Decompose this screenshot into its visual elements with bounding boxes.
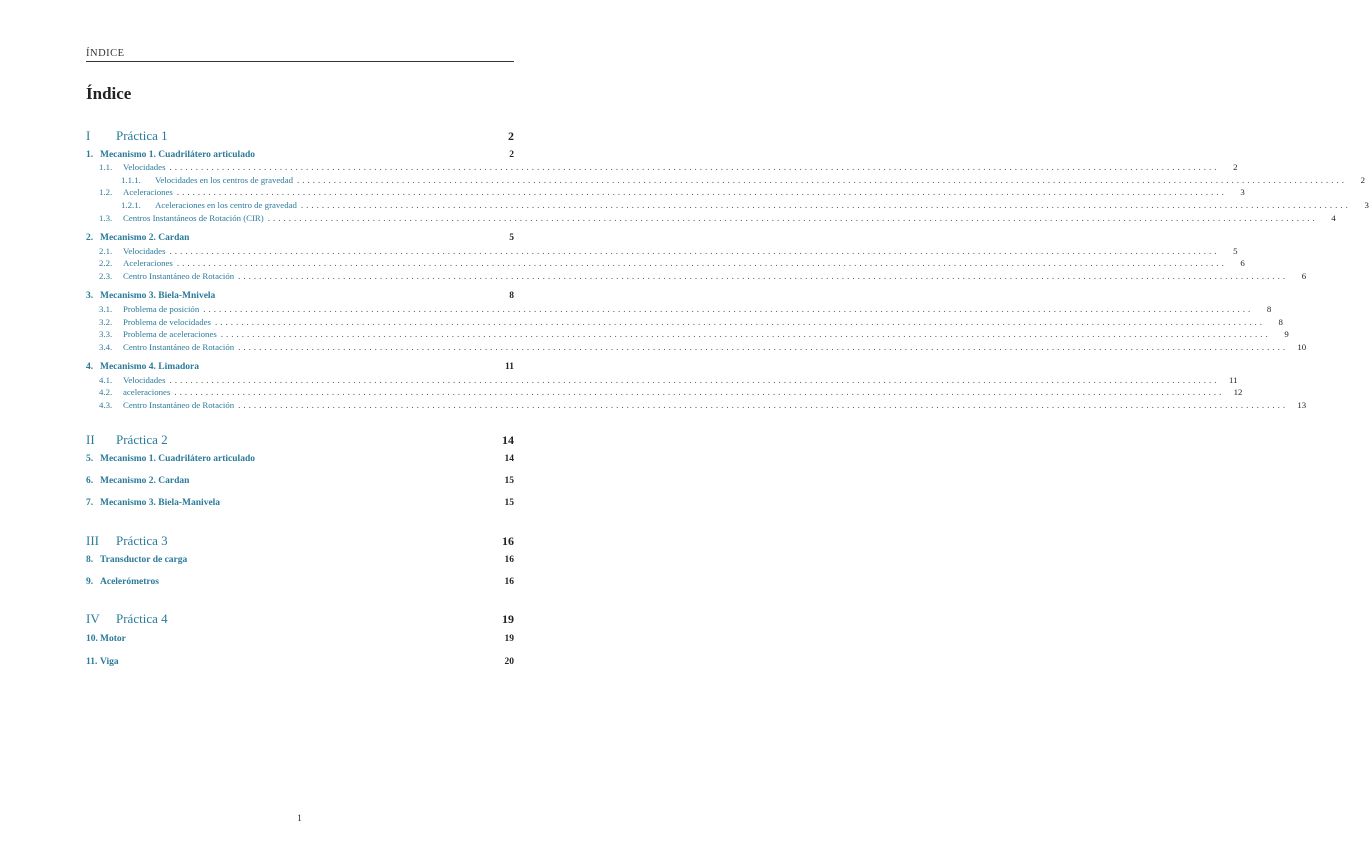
toc-entry-number: 1.1.: [99, 162, 113, 172]
toc-entry-number: II: [86, 432, 95, 447]
toc-entry-title: Viga: [100, 657, 119, 667]
toc-entry-section[interactable]: [99, 162, 1238, 172]
toc-entry-title: Aceleraciones: [123, 258, 173, 268]
toc-entry-title: Problema de aceleraciones: [123, 329, 217, 339]
toc-entry-section[interactable]: [99, 213, 1336, 223]
toc-entry-title: Motor: [100, 634, 126, 644]
toc-entry-chapter[interactable]: [86, 362, 514, 372]
toc-entry-chapter[interactable]: [86, 555, 514, 565]
toc-entry-page: 16: [504, 577, 514, 587]
toc-entry-section[interactable]: [99, 375, 1238, 385]
toc-entry-page: 12: [1233, 387, 1243, 397]
dot-leader: ........................................................................................................................................................................................................: [169, 246, 1220, 256]
toc-entry-number: 3.3.: [99, 329, 113, 339]
toc-entry-number: 3.1.: [99, 304, 113, 314]
toc-entry-page: 5: [1233, 246, 1238, 256]
toc-entry-page: 15: [504, 476, 514, 486]
dot-leader: ........................................................................................................................................................................................................: [238, 271, 1289, 281]
toc-entry-number: 3.4.: [99, 342, 113, 352]
dot-leader: ........................................................................................................................................................................................................: [214, 317, 1265, 327]
toc-entry-title: Centro Instantáneo de Rotación: [123, 400, 235, 410]
toc-entry-page: 14: [504, 454, 514, 464]
dot-leader: ........................................................................................................................................................................................................: [238, 342, 1289, 352]
toc-entry-chapter[interactable]: [86, 476, 514, 486]
toc-entry-page: 11: [505, 362, 514, 372]
toc-entry-page: 5: [509, 233, 514, 243]
toc-entry-part[interactable]: [86, 533, 514, 549]
toc-entry-page: 2: [1233, 162, 1238, 172]
toc-entry-title: Centros Instantáneos de Rotación (CIR): [123, 213, 264, 223]
toc-entry-page: 16: [502, 534, 514, 548]
toc-entry-number: 4.: [86, 362, 94, 372]
toc-entry-title: Velocidades en los centros de gravedad: [155, 175, 294, 185]
dot-leader: ........................................................................................................................................................................................................: [297, 175, 1348, 185]
toc-entry-title: Mecanismo 2. Cardan: [100, 233, 190, 243]
toc-entry-page: 3: [1240, 187, 1245, 197]
toc-entry-title: Práctica 3: [116, 533, 168, 548]
toc-entry-title: Velocidades: [123, 375, 166, 385]
page-title: Índice: [86, 84, 132, 103]
toc-entry-chapter[interactable]: [86, 577, 514, 587]
toc-entry-section[interactable]: [99, 400, 1307, 410]
dot-leader: ........................................................................................................................................................................................................: [267, 213, 1318, 223]
toc-entry-section[interactable]: [99, 387, 1243, 397]
toc-entry-section[interactable]: [99, 317, 1283, 327]
dot-leader: ........................................................................................................................................................................................................: [174, 387, 1225, 397]
toc-entry-title: Acelerómetros: [100, 577, 159, 587]
toc-entry-number: 7.: [86, 498, 94, 508]
toc-entry-chapter[interactable]: [86, 291, 514, 301]
toc-entry-title: Aceleraciones: [123, 187, 173, 197]
dot-leader: ........................................................................................................................................................................................................: [169, 375, 1220, 385]
toc-entry-chapter[interactable]: [86, 454, 514, 464]
toc-entry-page: 6: [1301, 271, 1307, 281]
toc-entry-title: Práctica 2: [116, 432, 168, 447]
toc-entry-number: 9.: [86, 577, 94, 587]
toc-entry-title: Problema de posición: [123, 304, 200, 314]
toc-entry-number: 2.: [86, 233, 94, 243]
toc-entry-part[interactable]: [86, 432, 514, 448]
toc-entry-title: Centro Instantáneo de Rotación: [123, 342, 235, 352]
running-header: ÍNDICE: [86, 48, 125, 59]
dot-leader: ........................................................................................................................................................................................................: [169, 162, 1220, 172]
toc-entry-number: 11.: [86, 657, 98, 667]
toc-entry-number: 1.: [86, 150, 94, 160]
toc-entry-number: 1.1.1.: [121, 175, 141, 185]
dot-leader: ........................................................................................................................................................................................................: [300, 200, 1351, 210]
dot-leader: ........................................................................................................................................................................................................: [203, 304, 1254, 314]
toc-entry-title: Velocidades: [123, 162, 166, 172]
toc-entry-number: 1.2.: [99, 187, 113, 197]
toc-entry-chapter[interactable]: [86, 233, 514, 243]
toc-entry-section[interactable]: [99, 246, 1238, 256]
toc-entry-number: 2.1.: [99, 246, 113, 256]
toc-entry-chapter[interactable]: [86, 498, 514, 508]
toc-entry-number: I: [86, 128, 91, 143]
toc-entry-number: 4.2.: [99, 387, 113, 397]
toc-entry-number: 10.: [86, 634, 98, 644]
toc-entry-part[interactable]: [86, 611, 514, 627]
toc-entry-number: III: [86, 533, 99, 548]
toc-entry-section[interactable]: [99, 342, 1307, 352]
toc-entry-number: IV: [86, 611, 100, 626]
toc-entry-page: 2: [508, 129, 514, 143]
toc-entry-section[interactable]: [99, 187, 1245, 197]
toc-entry-section[interactable]: [99, 258, 1245, 268]
toc-entry-page: 2: [509, 150, 514, 160]
toc-entry-part[interactable]: [86, 128, 514, 144]
toc-entry-page: 16: [504, 555, 514, 565]
header-rule: [86, 61, 514, 62]
toc-entry-page: 8: [1278, 317, 1283, 327]
toc-entry-page: 19: [504, 634, 514, 644]
dot-leader: ........................................................................................................................................................................................................: [238, 400, 1289, 410]
toc-entry-number: 5.: [86, 454, 94, 464]
toc-entry-subsection[interactable]: [121, 175, 1366, 185]
toc-entry-title: Mecanismo 1. Cuadrilátero articulado: [100, 454, 255, 464]
toc-entry-section[interactable]: [99, 329, 1289, 339]
toc-entry-chapter[interactable]: [86, 150, 514, 160]
dot-leader: ........................................................................................................................................................................................................: [176, 187, 1227, 197]
toc-entry-page: 8: [509, 291, 514, 301]
toc-entry-number: 1.2.1.: [121, 200, 141, 210]
toc-entry-page: 11: [1229, 375, 1238, 385]
toc-entry-page: 19: [502, 612, 514, 626]
toc-entry-title: Mecanismo 4. Limadora: [100, 362, 199, 372]
toc-entry-section[interactable]: [99, 271, 1307, 281]
toc-entry-number: 4.1.: [99, 375, 113, 385]
dot-leader: ........................................................................................................................................................................................................: [176, 258, 1227, 268]
toc-entry-title: Transductor de carga: [100, 555, 188, 565]
toc-entry-title: Velocidades: [123, 246, 166, 256]
toc-entry-number: 3.: [86, 291, 94, 301]
toc-entry-number: 2.3.: [99, 271, 113, 281]
toc-entry-page: 8: [1266, 304, 1272, 314]
toc-entry-page: 4: [1331, 213, 1336, 223]
toc-entry-title: Problema de velocidades: [123, 317, 211, 327]
toc-entry-subsection[interactable]: [121, 200, 1369, 210]
toc-entry-number: 2.2.: [99, 258, 113, 268]
toc-entry-page: 2: [1360, 175, 1366, 185]
toc-entry-page: 3: [1364, 200, 1369, 210]
toc-entry-page: 15: [504, 498, 514, 508]
toc-entry-number: 1.3.: [99, 213, 113, 223]
toc-entry-section[interactable]: [99, 304, 1272, 314]
toc-entry-page: 6: [1240, 258, 1245, 268]
toc-entry-page: 9: [1284, 329, 1289, 339]
toc-entry-title: Mecanismo 3. Biela-Manivela: [100, 498, 221, 508]
toc-entry-page: 14: [502, 433, 514, 447]
toc-entry-title: aceleraciones: [123, 387, 171, 397]
toc-entry-title: Aceleraciones en los centro de gravedad: [155, 200, 297, 210]
toc-entry-number: 8.: [86, 555, 94, 565]
toc-entry-title: Práctica 4: [116, 611, 168, 626]
toc-entry-title: Mecanismo 3. Biela-Mnivela: [100, 291, 216, 301]
toc-entry-title: Centro Instantáneo de Rotación: [123, 271, 235, 281]
toc-entry-number: 6.: [86, 476, 94, 486]
toc-entry-page: 20: [504, 657, 514, 667]
toc-entry-page: 10: [1297, 342, 1307, 352]
page-number: 1: [297, 813, 302, 823]
toc-entry-number: 4.3.: [99, 400, 113, 410]
toc-entry-page: 13: [1297, 400, 1307, 410]
toc-entry-chapter[interactable]: [86, 657, 514, 667]
toc-entry-chapter[interactable]: [86, 634, 514, 644]
toc-entry-number: 3.2.: [99, 317, 113, 327]
dot-leader: ........................................................................................................................................................................................................: [220, 329, 1271, 339]
toc-entry-title: Mecanismo 1. Cuadrilátero articulado: [100, 150, 255, 160]
toc-entry-title: Mecanismo 2. Cardan: [100, 476, 190, 486]
toc-entry-title: Práctica 1: [116, 128, 168, 143]
